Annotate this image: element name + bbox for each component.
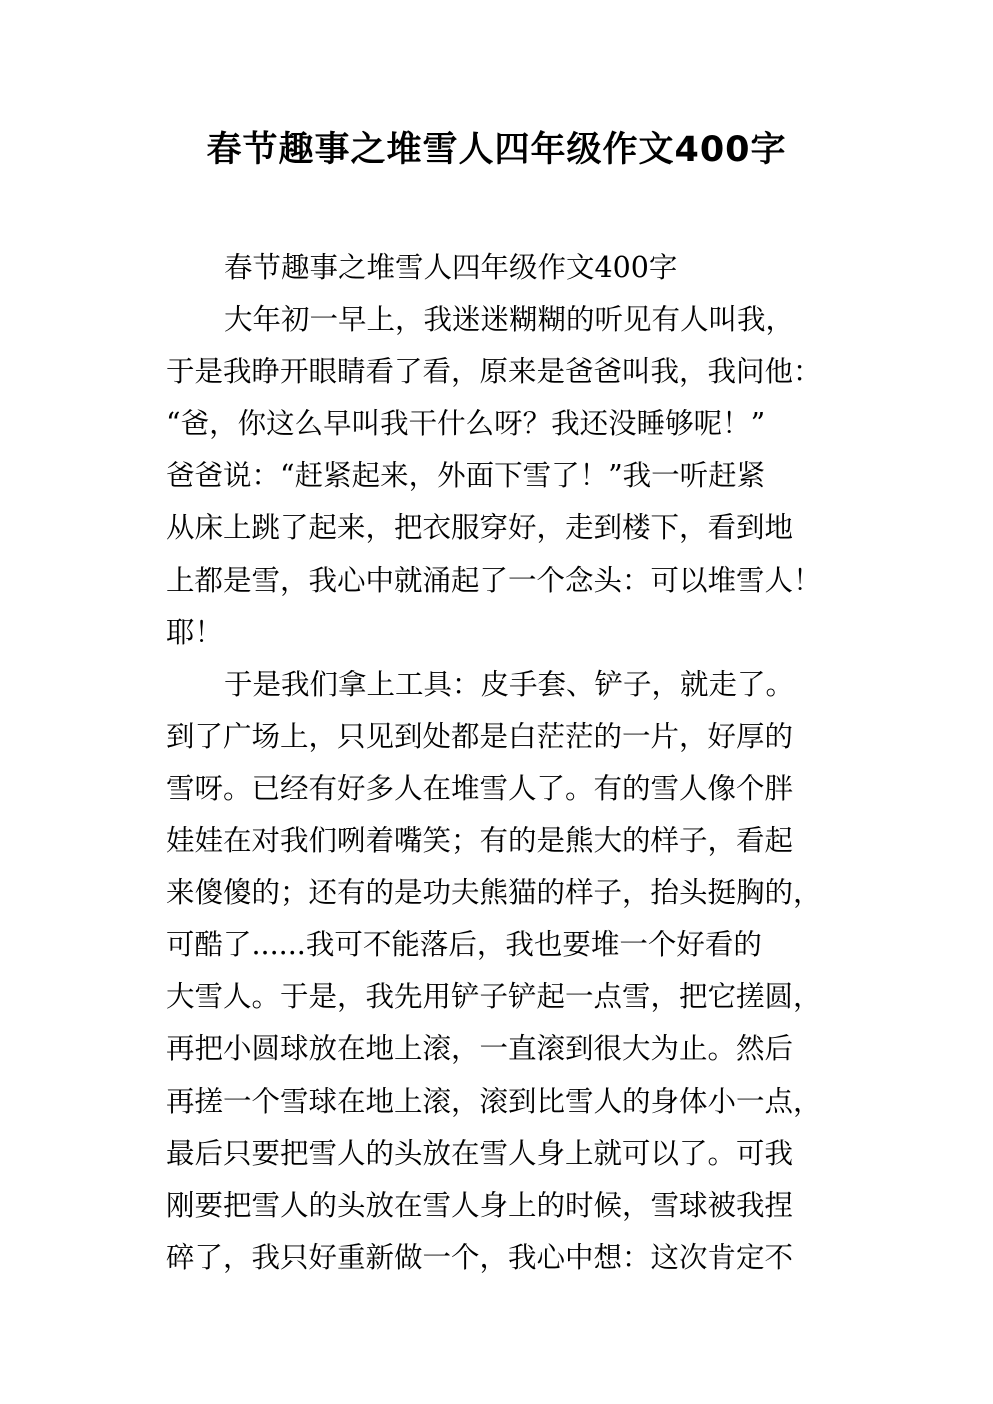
paragraph	[166, 659, 866, 1284]
text-line: 耶！	[166, 615, 224, 649]
document-title: 春节趣事之堆雪人四年级作文400字	[206, 130, 787, 170]
text-line: 再搓一个雪球在地上滚，滚到比雪人的身体小一点，	[166, 1084, 822, 1118]
text-line: 娃娃在对我们咧着嘴笑；有的是熊大的样子，看起	[166, 824, 794, 858]
text-line: 来傻傻的；还有的是功夫熊猫的样子，抬头挺胸的，	[166, 876, 822, 910]
text-line: 爸爸说：“赶紧起来，外面下雪了！”我一听赶紧	[166, 459, 766, 493]
text-line: 春节趣事之堆雪人四年级作文400字	[224, 251, 678, 284]
text-line: 可酷了......我可不能落后，我也要堆一个好看的	[166, 928, 762, 962]
document-body	[166, 242, 866, 1284]
text-line: 碎了，我只好重新做一个，我心中想：这次肯定不	[166, 1240, 794, 1274]
text-line: 大年初一早上，我迷迷糊糊的听见有人叫我，	[224, 303, 795, 337]
text-line: 刚要把雪人的头放在雪人身上的时候，雪球被我捏	[166, 1188, 794, 1222]
paragraph	[166, 294, 866, 659]
text-line: 雪呀。已经有好多人在堆雪人了。有的雪人像个胖	[166, 771, 794, 805]
text-line: 上都是雪，我心中就涌起了一个念头：可以堆雪人！	[166, 563, 822, 597]
text-line: 再把小圆球放在地上滚，一直滚到很大为止。然后	[166, 1032, 794, 1066]
text-line: 从床上跳了起来，把衣服穿好，走到楼下，看到地	[166, 511, 794, 545]
text-line: 到了广场上，只见到处都是白茫茫的一片，好厚的	[166, 719, 794, 753]
paragraph	[166, 242, 866, 294]
text-line: 于是我们拿上工具：皮手套、铲子，就走了。	[224, 667, 795, 701]
text-line: “爸，你这么早叫我干什么呀？我还没睡够呢！”	[166, 407, 766, 441]
text-line: 最后只要把雪人的头放在雪人身上就可以了。可我	[166, 1136, 794, 1170]
text-line: 于是我睁开眼睛看了看，原来是爸爸叫我，我问他：	[166, 355, 822, 389]
text-line: 大雪人。于是，我先用铲子铲起一点雪，把它搓圆，	[166, 980, 822, 1014]
